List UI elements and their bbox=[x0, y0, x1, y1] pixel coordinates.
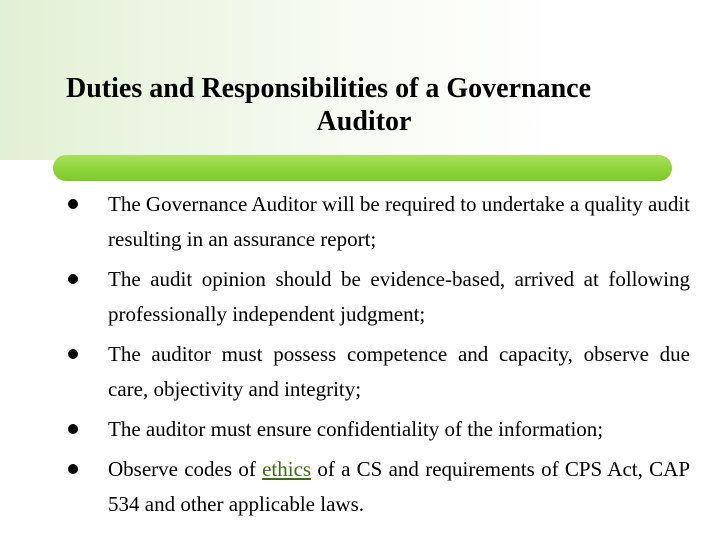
bullet-text-before-link: Observe codes of bbox=[108, 457, 263, 481]
title-line-1: Duties and Responsibilities of a Governance bbox=[66, 73, 592, 104]
bullet-list bbox=[60, 187, 690, 522]
title-divider-bar bbox=[53, 155, 672, 181]
bullet-text-after-link: of a CS and requirements of CPS Act, CAP 534 and other applicable laws. bbox=[108, 457, 690, 516]
bullet-item-5 bbox=[60, 452, 690, 522]
bullet-item-4 bbox=[60, 412, 690, 447]
title-line-2: Auditor bbox=[316, 106, 412, 137]
bullet-text: The auditor must ensure confidentiality of the information; bbox=[108, 417, 604, 441]
bullet-dot-icon bbox=[68, 464, 78, 474]
bullet-dot-icon bbox=[68, 349, 78, 359]
bullet-dot-icon bbox=[68, 424, 78, 434]
bullet-text: The audit opinion should be evidence-based, arrived at following professionally independent judgment; bbox=[108, 267, 690, 326]
page-title bbox=[58, 72, 670, 138]
bullet-item-1 bbox=[60, 187, 690, 257]
bullet-text: The Governance Auditor will be required to undertake a quality audit resulting in an assurance report; bbox=[108, 192, 690, 251]
bullet-item-2 bbox=[60, 262, 690, 332]
ethics-link[interactable]: ethics bbox=[262, 457, 312, 481]
bullet-text: The auditor must possess competence and capacity, observe due care, objectivity and integrity; bbox=[108, 342, 690, 401]
bullet-dot-icon bbox=[68, 199, 78, 209]
bullet-item-3 bbox=[60, 337, 690, 407]
bullet-dot-icon bbox=[68, 274, 78, 284]
